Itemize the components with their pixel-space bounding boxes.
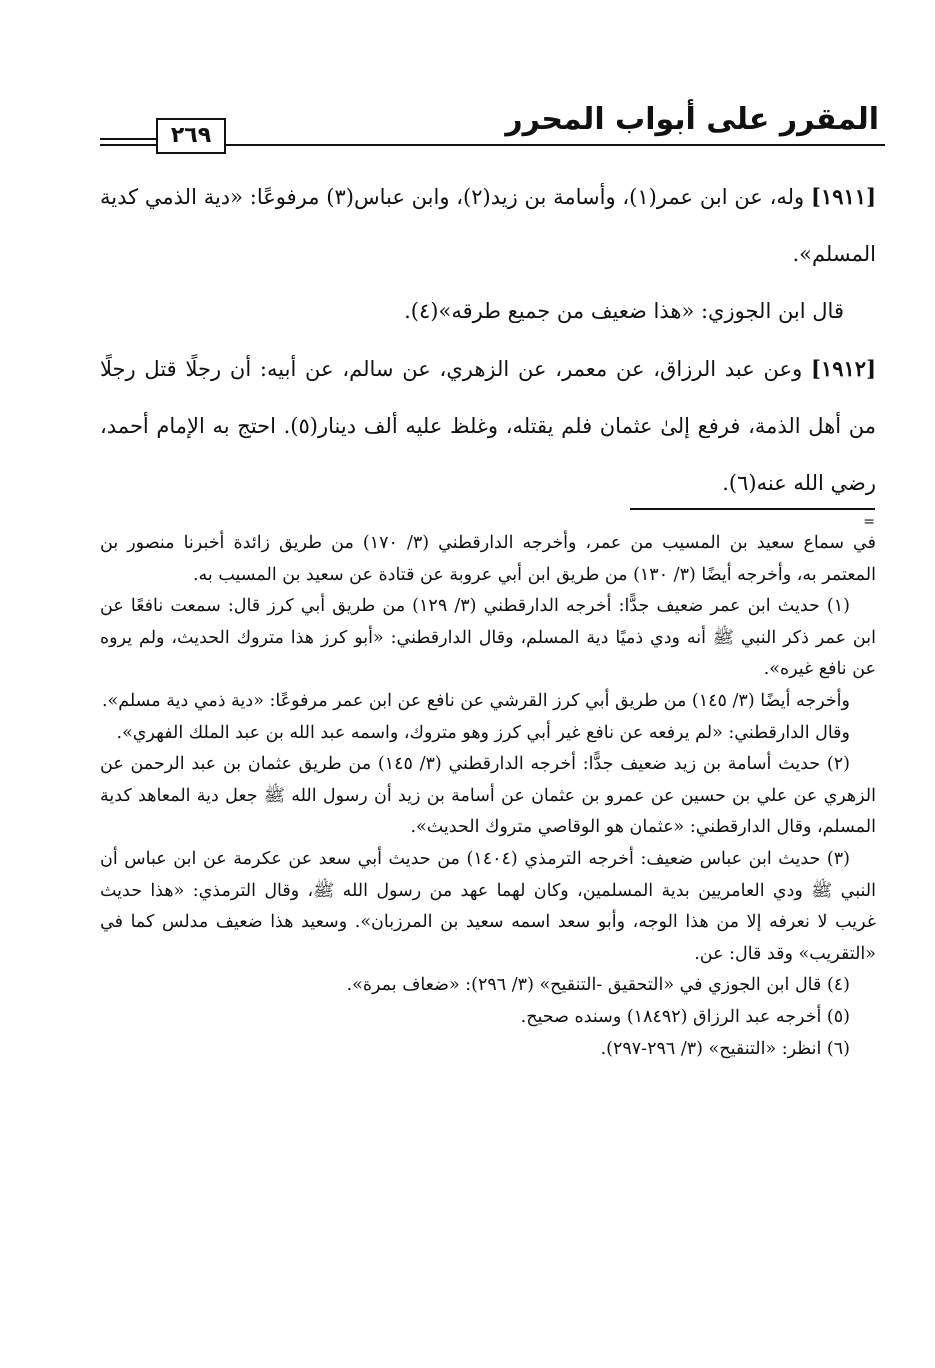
page-header [100,98,885,158]
footnote-2: (٢) حديث أسامة بن زيد ضعيف جدًّا: أخرجه الدارقطني (٣/ ١٤٥) من طريق عثمان بن عبد الرحمن عن الزهري عن علي بن حسين عن عمرو بن عثمان عن أسامة بن زيد أن رسول الله ﷺ جعل دية المعاهد كدية المسلم، وقال الدارقطني: «عثمان هو الوقاصي متروك الحديث». [100,754,876,838]
hadith-number-1911: [١٩١١] [811,184,876,209]
footnote-separator [630,508,875,510]
running-title: المقرر على أبواب المحرر [505,102,879,137]
hadith-number-1912: [١٩١٢] [811,356,876,381]
footnote-4: (٤) قال ابن الجوزي في «التحقيق -التنقيح» (٣/ ٢٩٦): «ضعاف بمرة». [346,975,850,996]
ibn-jawzi-comment: قال ابن الجوزي: «هذا ضعيف من جميع طرقه»(٤). [404,299,844,323]
footnote-1-c: وقال الدارقطني: «لم يرفعه عن نافع غير أبي كرز وهو متروك، واسمه عبد الله بن عبد الملك الفهري». [116,722,850,743]
footnote-1: (١) حديث ابن عمر ضعيف جدًّا: أخرجه الدارقطني (٣/ ١٢٩) من طريق أبي كرز قال: سمعت نافعًا عن ابن عمر ذكر النبي ﷺ أنه ودي ذميًا دية المسلم، وقال الدارقطني: «أبو كرز هذا متروك الحديث، ولم يروه عن نافع غيره». [100,596,876,680]
hadith-1911-text: وله، عن ابن عمر(١)، وأسامة بن زيد(٢)، وابن عباس(٣) مرفوعًا: «دية الذمي كدية المسلم». [100,185,876,266]
footnotes [100,528,876,1065]
footnote-5: (٥) أخرجه عبد الرزاق (١٨٤٩٢) وسنده صحيح. [520,1006,850,1027]
main-text [100,168,876,512]
hadith-1911 [100,168,876,283]
footnote-1-b: وأخرجه أيضًا (٣/ ١٤٥) من طريق أبي كرز القرشي عن نافع عن ابن عمر مرفوعًا: «دية ذمي دية مسلم». [101,690,850,711]
footnote-6: (٦) انظر: «التنقيح» (٣/ ٢٩٦-٢٩٧). [600,1038,850,1059]
page-number: ٢٦٩ [156,118,226,154]
header-rule-left [100,138,160,140]
footnote-3: (٣) حديث ابن عباس ضعيف: أخرجه الترمذي (١٤٠٤) من حديث أبي سعد عن عكرمة عن ابن عباس أن النبي ﷺ ودي العامريين بدية المسلمين، وكان لهما عهد من رسول الله ﷺ، وقال الترمذي: «هذا حديث غريب لا نعرفه إلا من هذا الوجه، وأبو سعد اسمه سعيد بن المرزبان». وسعيد هذا ضعيف مدلس كما في «التقريب» وقد قال: عن. [100,848,876,964]
hadith-1912 [100,340,876,512]
hadith-1912-text: وعن عبد الرزاق، عن معمر، عن الزهري، عن سالم، عن أبيه: أن رجلًا قتل رجلًا من أهل الذمة، فرفع إلىٰ عثمان فلم يقتله، وغلظ عليه ألف دينار(٥). احتج به الإمام أحمد، رضي الله عنه(٦). [100,357,876,495]
footnote-continuation: في سماع سعيد بن المسيب من عمر، وأخرجه الدارقطني (٣/ ١٧٠) من طريق زائدة أخبرنا منصور بن المعتمر به، وأخرجه أيضًا (٣/ ١٣٠) من طريق ابن أبي عروبة عن قتادة عن سعيد بن المسيب به. [100,533,876,585]
continuation-mark: = [863,514,875,530]
